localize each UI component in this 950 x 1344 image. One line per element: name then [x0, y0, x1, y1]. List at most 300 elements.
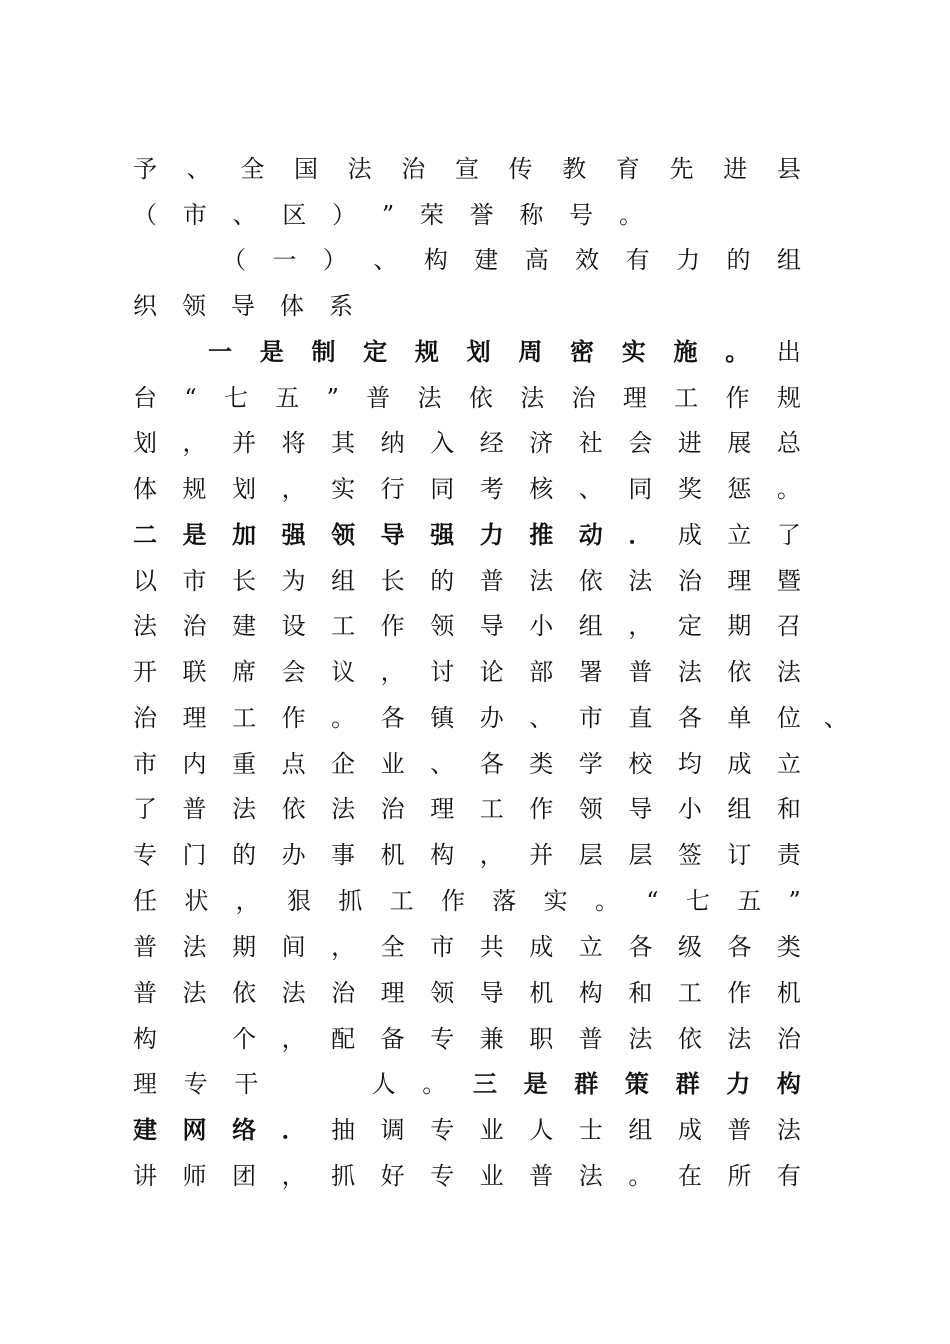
char: 并 — [232, 429, 257, 457]
char: 业 — [380, 750, 405, 778]
char: 、 — [430, 750, 455, 778]
char: 单 — [727, 704, 752, 732]
char: 。 — [422, 1070, 447, 1098]
bold-char: 领 — [331, 520, 356, 549]
char: 作 — [440, 887, 465, 915]
char: 划 — [133, 429, 157, 457]
char: 法 — [331, 795, 356, 823]
char: 导 — [479, 612, 504, 640]
overflow-punctuation: 、 — [824, 704, 848, 732]
char: 机 — [380, 841, 405, 869]
char: 其 — [331, 429, 356, 457]
char: 立 — [776, 750, 801, 778]
char: 、 — [373, 246, 398, 274]
char: 会 — [281, 658, 306, 686]
char: 总 — [776, 429, 801, 457]
char: 进 — [677, 429, 702, 457]
char: 状 — [184, 887, 209, 915]
char: 落 — [492, 887, 517, 915]
char: 构 — [423, 246, 448, 274]
char: ， — [281, 1162, 306, 1190]
char: 类 — [529, 750, 554, 778]
char: 组 — [331, 567, 356, 595]
char: 号 — [569, 201, 594, 229]
text-line — [133, 1107, 801, 1153]
char: 纳 — [380, 429, 405, 457]
char: 人 — [371, 1070, 396, 1098]
bold-char: 是 — [523, 1069, 548, 1098]
char: 专 — [430, 1162, 455, 1190]
char: 机 — [776, 979, 801, 1007]
char: 治 — [182, 612, 207, 640]
char: 构 — [578, 979, 603, 1007]
char: 法 — [232, 795, 257, 823]
bold-char: 力 — [479, 520, 504, 549]
char: 誉 — [469, 201, 494, 229]
char: 奖 — [677, 475, 702, 503]
bold-char: 建 — [133, 1115, 157, 1144]
text-line — [133, 146, 801, 192]
char: 所 — [727, 1162, 752, 1190]
bold-char: 强 — [281, 520, 306, 549]
char: 联 — [182, 658, 207, 686]
char: 荣 — [419, 201, 444, 229]
char: 市 — [430, 933, 455, 961]
char: 论 — [479, 658, 504, 686]
char: 教 — [562, 155, 587, 183]
text-line — [133, 924, 801, 970]
char: 法 — [529, 567, 554, 595]
char: 治 — [401, 155, 426, 183]
char: 行 — [380, 475, 405, 503]
char: 依 — [727, 658, 752, 686]
char: 了 — [776, 521, 801, 549]
char: 法 — [727, 1025, 752, 1053]
char: 间 — [281, 933, 306, 961]
char: 各 — [380, 704, 405, 732]
char: 事 — [331, 841, 356, 869]
char: 普 — [182, 795, 207, 823]
char: 法 — [776, 1116, 801, 1144]
char: 工 — [677, 979, 702, 1007]
char: 召 — [776, 612, 801, 640]
char: 法 — [628, 1025, 653, 1053]
char: “ — [184, 384, 197, 412]
char: 领 — [578, 795, 603, 823]
char: 长 — [380, 567, 405, 595]
char: 小 — [529, 612, 554, 640]
char: 依 — [281, 795, 306, 823]
char: 理 — [727, 567, 752, 595]
char: 署 — [578, 658, 603, 686]
char: 称 — [519, 201, 544, 229]
char: 议 — [331, 658, 356, 686]
char: 开 — [133, 658, 157, 686]
text-line — [133, 192, 643, 238]
char: 专 — [183, 1070, 208, 1098]
char: 业 — [479, 1162, 504, 1190]
char: 组 — [776, 246, 801, 274]
char: 抽 — [331, 1116, 356, 1144]
char: 体 — [280, 292, 304, 320]
char: 全 — [240, 155, 265, 183]
char: 签 — [677, 841, 702, 869]
text-line — [133, 558, 801, 604]
char: 作 — [529, 795, 554, 823]
char: 组 — [628, 1116, 653, 1144]
bold-char: 强 — [430, 520, 455, 549]
bold-char: 。 — [725, 337, 750, 366]
char: 法 — [133, 612, 157, 640]
char: 高 — [524, 246, 549, 274]
char: 讨 — [430, 658, 455, 686]
char: 先 — [669, 155, 694, 183]
char: 配 — [331, 1025, 356, 1053]
char: 市 — [133, 750, 157, 778]
char: 入 — [430, 429, 455, 457]
char: 为 — [281, 567, 306, 595]
text-line — [133, 512, 801, 558]
char: 导 — [231, 292, 255, 320]
char: 普 — [133, 933, 157, 961]
bold-char: 加 — [232, 520, 257, 549]
char: ） — [332, 201, 357, 229]
bold-char: 二 — [133, 520, 157, 549]
char: 作 — [725, 384, 750, 412]
char: 办 — [281, 841, 306, 869]
text-line — [133, 466, 801, 512]
char: 成 — [677, 1116, 702, 1144]
char: 织 — [133, 292, 157, 320]
char: 各 — [727, 933, 752, 961]
bold-char: 动 — [578, 520, 603, 549]
char: 订 — [727, 841, 752, 869]
char: 重 — [232, 750, 257, 778]
text-line — [133, 649, 801, 695]
char: 普 — [479, 567, 504, 595]
char: 济 — [529, 429, 554, 457]
char: 体 — [133, 475, 157, 503]
char: 长 — [232, 567, 257, 595]
char: 法 — [520, 384, 545, 412]
char: 宣 — [454, 155, 479, 183]
char: 治 — [776, 1025, 801, 1053]
char: 的 — [726, 246, 751, 274]
char: 惩 — [727, 475, 752, 503]
char: 考 — [479, 475, 504, 503]
char: 专 — [133, 841, 157, 869]
char: 。 — [628, 1162, 653, 1190]
bold-char: ． — [628, 520, 653, 549]
char: 作 — [727, 979, 752, 1007]
text-line — [133, 741, 801, 787]
char: 。 — [618, 201, 643, 229]
text-line — [133, 1016, 801, 1062]
char: 士 — [578, 1116, 603, 1144]
text-line — [208, 329, 801, 375]
char: 法 — [182, 933, 207, 961]
char: 工 — [232, 704, 257, 732]
char: 将 — [281, 429, 306, 457]
char: 企 — [331, 750, 356, 778]
char: 七 — [685, 887, 710, 915]
char: 均 — [677, 750, 702, 778]
char: ” — [788, 887, 801, 915]
char: 抓 — [331, 1162, 356, 1190]
text-line — [133, 420, 801, 466]
char: 在 — [677, 1162, 702, 1190]
text-line — [133, 695, 801, 741]
char: （ — [133, 201, 157, 229]
char: 并 — [529, 841, 554, 869]
text-line — [222, 237, 801, 283]
char: 共 — [479, 933, 504, 961]
char: 建 — [232, 612, 257, 640]
text-line — [133, 1061, 801, 1107]
char: 兼 — [479, 1025, 504, 1053]
char: 席 — [232, 658, 257, 686]
char: 狠 — [286, 887, 311, 915]
char: 市 — [578, 704, 603, 732]
char: 普 — [133, 979, 157, 1007]
char: 一 — [272, 246, 297, 274]
char: 立 — [578, 933, 603, 961]
char: 师 — [182, 1162, 207, 1190]
bold-char: 络 — [232, 1115, 257, 1144]
char: ， — [331, 933, 356, 961]
char: 人 — [529, 1116, 554, 1144]
char: 法 — [182, 979, 207, 1007]
char: 位 — [776, 704, 801, 732]
bold-char: 一 — [208, 337, 232, 366]
char: 学 — [578, 750, 603, 778]
char: 、 — [578, 475, 603, 503]
char: 直 — [628, 704, 653, 732]
char: 法 — [417, 384, 442, 412]
char: 和 — [776, 795, 801, 823]
bold-char: 力 — [726, 1069, 751, 1098]
char: 法 — [578, 1162, 603, 1190]
char: 建 — [474, 246, 499, 274]
char: 依 — [677, 1025, 702, 1053]
text-line — [133, 283, 353, 329]
char: 普 — [727, 1116, 752, 1144]
char: 以 — [133, 567, 157, 595]
char: 立 — [727, 521, 752, 549]
char: 的 — [430, 567, 455, 595]
char: ， — [628, 612, 653, 640]
char: 普 — [529, 1162, 554, 1190]
char: ” — [381, 201, 395, 229]
char: ， — [182, 429, 207, 457]
char: 镇 — [430, 704, 455, 732]
char: 法 — [677, 658, 702, 686]
bold-char: 密 — [570, 337, 595, 366]
text-line — [133, 970, 801, 1016]
bold-char: 实 — [621, 337, 646, 366]
char: 层 — [578, 841, 603, 869]
bold-char: 网 — [182, 1115, 207, 1144]
char: 各 — [628, 933, 653, 961]
char: 普 — [366, 384, 391, 412]
char: 五 — [737, 887, 762, 915]
char: 有 — [625, 246, 650, 274]
char: 校 — [628, 750, 653, 778]
bold-char: 是 — [259, 337, 284, 366]
char: 法 — [347, 155, 372, 183]
char: 级 — [677, 933, 702, 961]
char: 核 — [529, 475, 554, 503]
char: 治 — [380, 795, 405, 823]
char: 治 — [571, 384, 596, 412]
char: 层 — [628, 841, 653, 869]
char: 工 — [331, 612, 356, 640]
char: 治 — [133, 704, 157, 732]
char: ” — [326, 384, 339, 412]
char: 展 — [727, 429, 752, 457]
char: 导 — [479, 979, 504, 1007]
char: 育 — [615, 155, 640, 183]
bold-char: 三 — [472, 1069, 497, 1098]
char: 力 — [676, 246, 701, 274]
char: 规 — [776, 384, 801, 412]
bold-char: 群 — [675, 1069, 700, 1098]
char: 业 — [479, 1116, 504, 1144]
char: 机 — [529, 979, 554, 1007]
char: 法 — [628, 567, 653, 595]
char: 同 — [430, 475, 455, 503]
bold-char: 周 — [518, 337, 543, 366]
char: 各 — [677, 704, 702, 732]
text-line — [133, 832, 801, 878]
char: 进 — [723, 155, 748, 183]
char: 备 — [380, 1025, 405, 1053]
bold-char: 导 — [380, 520, 405, 549]
char: 小 — [677, 795, 702, 823]
char: 实 — [331, 475, 356, 503]
char: ， — [281, 475, 306, 503]
bold-char: 构 — [776, 1069, 801, 1098]
char: 全 — [380, 933, 405, 961]
char: 工 — [479, 795, 504, 823]
char: 理 — [430, 795, 455, 823]
char: 部 — [529, 658, 554, 686]
char: ， — [479, 841, 504, 869]
char: 理 — [622, 384, 647, 412]
char: 暨 — [776, 567, 801, 595]
char: 职 — [529, 1025, 554, 1053]
char: 领 — [430, 979, 455, 1007]
char: 社 — [578, 429, 603, 457]
bold-char: 规 — [414, 337, 439, 366]
char: 任 — [133, 887, 157, 915]
bold-char: ． — [281, 1115, 306, 1144]
char: 内 — [182, 750, 207, 778]
char: 设 — [281, 612, 306, 640]
char: 区 — [282, 201, 307, 229]
char: 办 — [479, 704, 504, 732]
char: 治 — [677, 567, 702, 595]
char: 讲 — [133, 1162, 157, 1190]
char: 国 — [293, 155, 318, 183]
char: 的 — [232, 841, 257, 869]
char: ， — [235, 887, 260, 915]
char: 组 — [727, 795, 752, 823]
text-line — [133, 786, 801, 832]
char: （ — [222, 246, 246, 274]
char: 抓 — [338, 887, 363, 915]
char: 调 — [380, 1116, 405, 1144]
char: 七 — [223, 384, 248, 412]
char: 各 — [479, 750, 504, 778]
char: 领 — [182, 292, 206, 320]
char: 依 — [578, 567, 603, 595]
char: 依 — [232, 979, 257, 1007]
char: 。 — [776, 475, 801, 503]
char: 门 — [182, 841, 207, 869]
bold-char: 是 — [182, 520, 207, 549]
char: 专 — [430, 1116, 455, 1144]
text-line — [133, 878, 801, 924]
char: 。 — [331, 704, 356, 732]
char: 普 — [578, 1025, 603, 1053]
char: 期 — [232, 933, 257, 961]
char: 期 — [727, 612, 752, 640]
char: 系 — [329, 292, 353, 320]
char: ， — [281, 1025, 306, 1053]
char: 传 — [508, 155, 533, 183]
char: 台 — [133, 384, 157, 412]
char: 市 — [182, 567, 207, 595]
char: 好 — [380, 1162, 405, 1190]
bold-char: 推 — [529, 520, 554, 549]
char: 、 — [186, 155, 211, 183]
char: ， — [380, 658, 405, 686]
char: 工 — [389, 887, 414, 915]
char: 了 — [133, 795, 157, 823]
char: 成 — [677, 521, 702, 549]
char: “ — [646, 887, 659, 915]
char: 县 — [776, 155, 801, 183]
char: 规 — [182, 475, 207, 503]
char: 、 — [232, 201, 257, 229]
text-line — [133, 603, 801, 649]
char: 领 — [430, 612, 455, 640]
char: 效 — [575, 246, 600, 274]
char: 定 — [677, 612, 702, 640]
char: 治 — [331, 979, 356, 1007]
char: 成 — [727, 750, 752, 778]
char: 理 — [380, 979, 405, 1007]
char: 成 — [529, 933, 554, 961]
char: 出 — [776, 338, 801, 366]
char: ） — [322, 246, 347, 274]
bold-char: 施 — [673, 337, 698, 366]
char: 点 — [281, 750, 306, 778]
char: 作 — [281, 704, 306, 732]
char: 法 — [281, 979, 306, 1007]
char: 理 — [182, 704, 207, 732]
char: 类 — [776, 933, 801, 961]
text-line — [133, 375, 801, 421]
char: 普 — [628, 658, 653, 686]
char: 组 — [578, 612, 603, 640]
bold-char: 制 — [311, 337, 336, 366]
char: 依 — [468, 384, 493, 412]
char: 划 — [232, 475, 257, 503]
char: 构 — [430, 841, 455, 869]
bold-char: 划 — [466, 337, 491, 366]
